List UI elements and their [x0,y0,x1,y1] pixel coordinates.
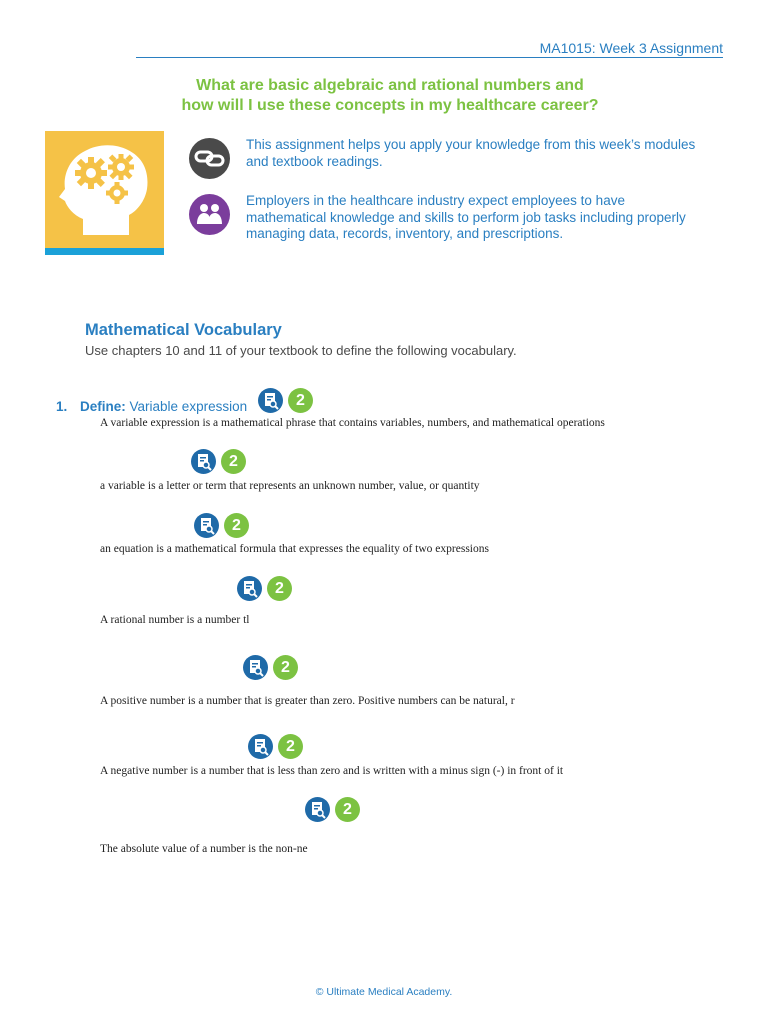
vocab-item-1 [56,399,247,414]
people-icon [189,194,230,235]
define-label: Define: [80,399,126,414]
answer-variable: a variable is a letter or term that represents an unknown number, value, or quantity [100,480,480,492]
hero-image [45,131,164,255]
employer-expectations-line-1: Employers in the healthcare industry expect employees to have [246,193,625,208]
main-question-line-2: how will I use these concepts in my healthcare career? [181,97,599,114]
textbook-search-icon [191,449,216,474]
answer-absolute-value: The absolute value of a number is the non-ne [100,843,308,855]
number-two-badge-icon: 2 [335,797,360,822]
vocab-item-number: 1. [56,399,68,414]
employer-expectations-line-2: mathematical knowledge and skills to perform job tasks including properly [246,209,686,225]
employer-expectations-text [246,193,726,243]
textbook-search-icon [194,513,219,538]
answer-positive-number: A positive number is a number that is greater than zero. Positive numbers can be natural, r [100,695,515,707]
textbook-search-icon [258,388,283,413]
number-two-badge-icon: 2 [288,388,313,413]
header-divider [136,57,723,58]
vocab-term: Variable expression [129,399,248,414]
textbook-search-icon [248,734,273,759]
assignment-purpose-text [246,137,726,170]
answer-equation: an equation is a mathematical formula that expresses the equality of two expressions [100,543,489,555]
link-icon [189,138,230,179]
document-header-title: MA1015: Week 3 Assignment [539,40,723,56]
head-gears-icon [45,131,164,248]
textbook-search-icon [243,655,268,680]
copyright-footer: © Ultimate Medical Academy. [315,986,453,998]
employer-expectations-line-3: managing data, records, inventory, and prescriptions. [246,226,564,241]
main-question [120,76,660,116]
section-title: Mathematical Vocabulary [85,321,282,339]
answer-negative-number: A negative number is a number that is less than zero and is written with a minus sign (-) in front of it [100,765,564,777]
textbook-search-icon [237,576,262,601]
textbook-search-icon [305,797,330,822]
number-two-badge-icon: 2 [224,513,249,538]
answer-rational-number: A rational number is a number tl [100,614,250,626]
assignment-purpose-line-1: This assignment helps you apply your knowledge from this week’s modules [246,137,696,152]
number-two-badge-icon: 2 [267,576,292,601]
hero-accent-stripe [45,248,164,255]
number-two-badge-icon: 2 [278,734,303,759]
section-instructions: Use chapters 10 and 11 of your textbook to define the following vocabulary. [85,343,517,358]
main-question-line-1: What are basic algebraic and rational numbers and [196,77,584,94]
number-two-badge-icon: 2 [273,655,298,680]
number-two-badge-icon: 2 [221,449,246,474]
assignment-purpose-line-2: and textbook readings. [246,153,383,169]
answer-variable-expression: A variable expression is a mathematical phrase that contains variables, numbers, and mathematical operations [100,417,605,429]
